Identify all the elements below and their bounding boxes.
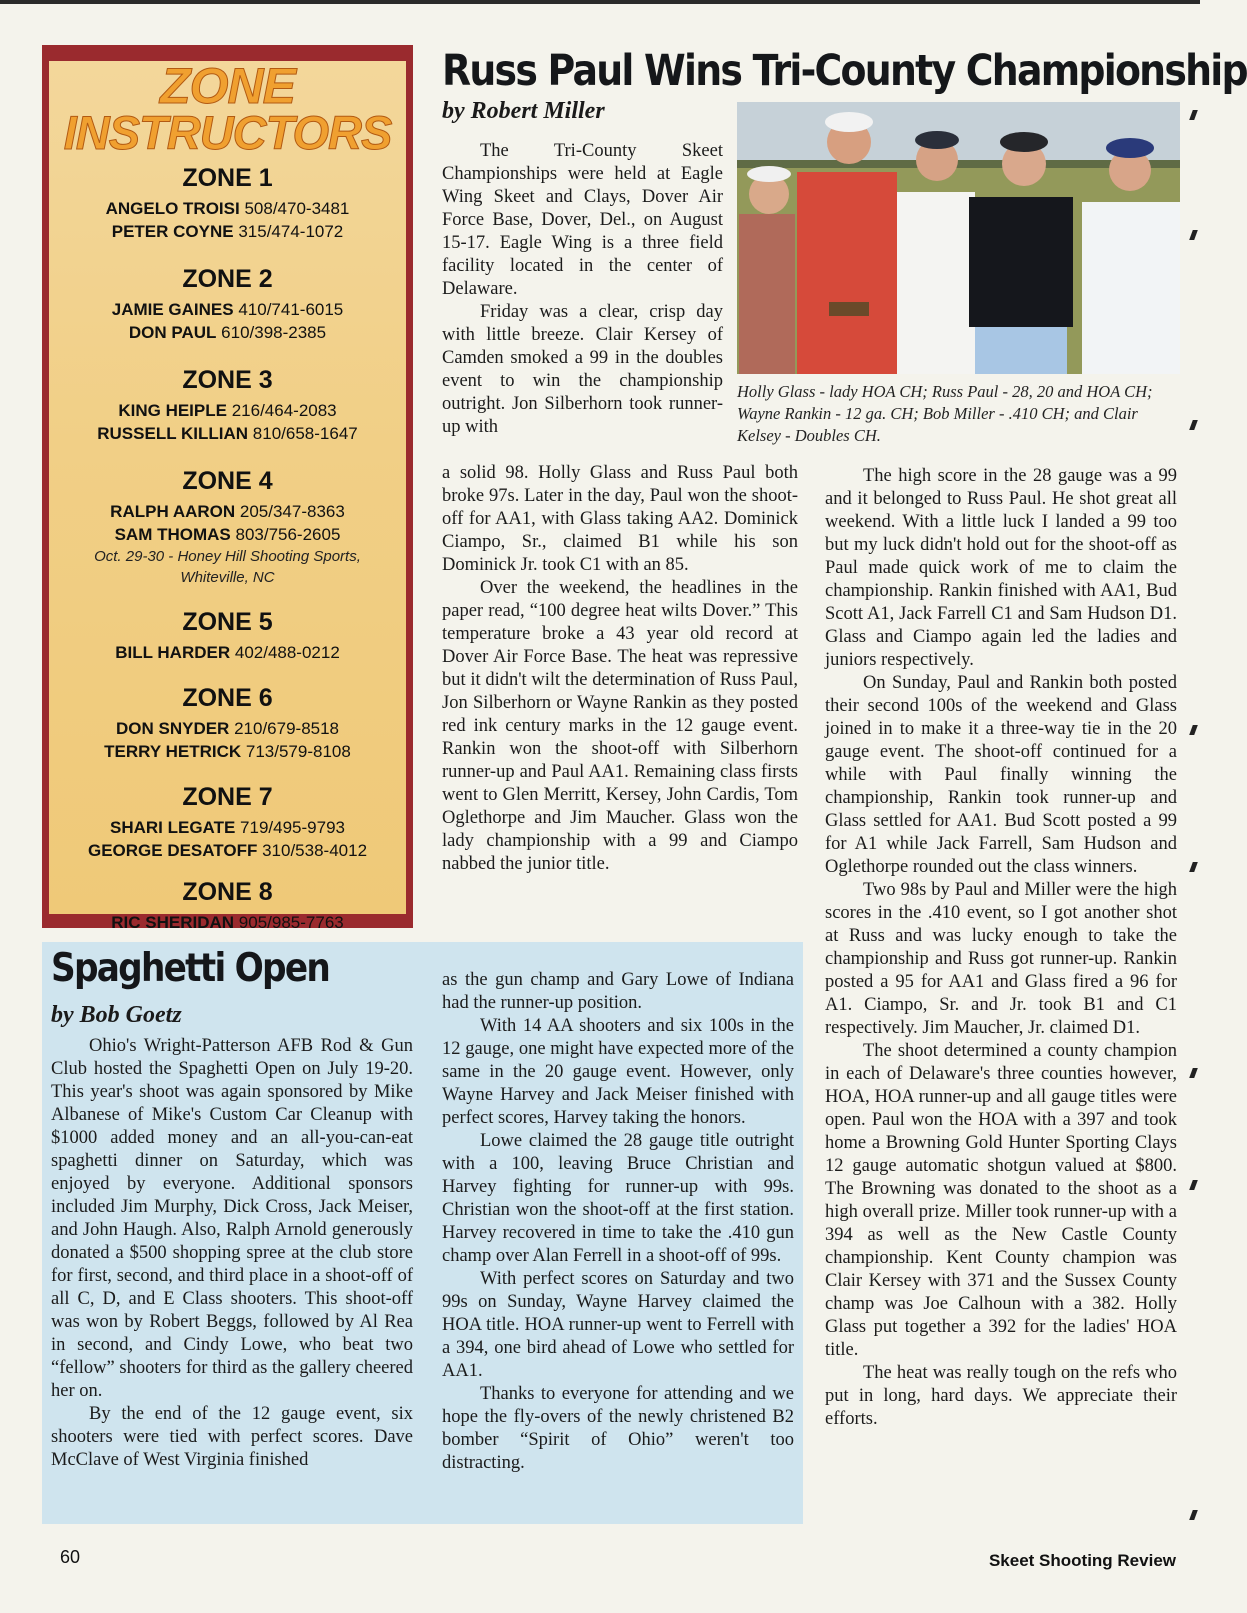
instructor-name: SAM THOMAS xyxy=(114,525,231,544)
article-paragraph: Two 98s by Paul and Miller were the high scores in the .410 event, so I got another shot at Russ and was lucky enough to take the championship and Russ got runner-up. Rankin posted a 95 for AA1 and Glass fired a 96 for A1. Ciampo, Sr. and Jr. took B1 and C1 respectively. Jim Maucher, Jr. claimed D1. xyxy=(825,880,1177,1038)
article-byline: by Bob Goetz xyxy=(51,1002,182,1028)
instructor-name: BILL HARDER xyxy=(115,643,231,662)
instructor-phone: 713/579-8108 xyxy=(245,742,351,761)
article-paragraph: Ohio's Wright-Patterson AFB Rod & Gun Club hosted the Spaghetti Open on July 19-20. This year's shoot was again sponsored by Mike Albanese of Mike's Custom Car Cleanup with $1000 added money and an all-you-can-eat spaghetti dinner on Saturday, which was enjoyed by everyone. Additional sponsors included Jim Murphy, Dick Cross, Jack Meiser, and John Haugh. Also, Ralph Arnold generously donated a $500 shopping spree at the club store for first, second, and third place in a shoot-off of all C, D, and E Class shooters. This shoot-off was won by Robert Beggs, followed by Al Rea in second, and Cindy Lowe, who beat two “fellow” shooters for third as the gallery cheered her on. xyxy=(51,1036,413,1401)
zone-label: ZONE 3 xyxy=(182,366,273,394)
photo-caption: Holly Glass - lady HOA CH; Russ Paul - 28, 20 and HOA CH; Wayne Rankin - 12 ga. CH; Bob Miller - .410 CH; and Clair Kelsey - Doubles CH. xyxy=(737,382,1153,445)
zone-7 xyxy=(49,783,406,862)
instructor-name: KING HEIPLE xyxy=(118,401,227,420)
instructor-entry xyxy=(49,816,406,839)
instructor-entry xyxy=(49,321,406,344)
instructor-phone: 905/985-7763 xyxy=(238,913,344,932)
article2-column-1 xyxy=(51,1035,413,1472)
article-byline: by Robert Miller xyxy=(442,98,605,124)
article-paragraph: The high score in the 28 gauge was a 99 and it belonged to Russ Paul. He shot great all weekend. With a little luck I landed a 99 too but my luck didn't hold out for the shoot-off as Paul made quick work of me to claim the championship. Rankin finished with AA1, Bud Scott A1, Jack Farrell C1 and Sam Hudson D1. Glass and Ciampo again led the ladies and juniors respectively. xyxy=(825,466,1177,670)
instructor-entry xyxy=(49,298,406,321)
instructor-phone: 210/679-8518 xyxy=(234,719,340,738)
article1-column-2 xyxy=(825,465,1177,1431)
scan-edge-mark xyxy=(1189,1068,1198,1078)
instructor-phone: 205/347-8363 xyxy=(239,502,345,521)
article-paragraph: With 14 AA shooters and six 100s in the 12 gauge, one might have expected more of the same in the 20 gauge event. However, only Wayne Harvey and Jack Meiser finished with perfect scores, Harvey taking the honors. xyxy=(442,1016,794,1128)
article-headline: Russ Paul Wins Tri-County Championship xyxy=(442,46,1247,96)
scan-edge-mark xyxy=(1189,1510,1198,1520)
instructor-name: RIC SHERIDAN xyxy=(111,913,235,932)
zone-label: ZONE 8 xyxy=(182,878,273,906)
instructor-entry xyxy=(49,740,406,763)
instructor-phone: 216/464-2083 xyxy=(231,401,337,420)
zone-label: ZONE 7 xyxy=(182,783,273,811)
instructor-entry xyxy=(49,717,406,740)
article1-column-1-continued xyxy=(442,462,798,876)
instructor-name: PETER COYNE xyxy=(111,222,234,241)
zone-4 xyxy=(49,467,406,588)
instructor-phone: 719/495-9793 xyxy=(240,818,345,837)
zone-label: ZONE 5 xyxy=(182,608,273,636)
group-photo xyxy=(737,102,1180,374)
scan-edge-mark xyxy=(1189,862,1198,872)
scan-edge-mark xyxy=(1189,230,1198,240)
instructor-name: SHARI LEGATE xyxy=(110,818,236,837)
instructor-entry xyxy=(49,500,406,523)
article2-column-2 xyxy=(442,969,794,1475)
instructor-name: ANGELO TROISI xyxy=(105,199,240,218)
scan-edge-mark xyxy=(1189,725,1198,735)
article-paragraph: The heat was really tough on the refs who put in long, hard days. We appreciate their efforts. xyxy=(825,1363,1177,1429)
zone-event-note: Oct. 29-30 - Honey Hill Shooting Sports, xyxy=(94,548,361,565)
zone-instructors-title xyxy=(49,58,406,159)
instructor-name: TERRY HETRICK xyxy=(104,742,242,761)
instructor-name: RUSSELL KILLIAN xyxy=(97,424,249,443)
instructor-phone: 803/756-2605 xyxy=(235,525,341,544)
instructor-entry xyxy=(49,839,406,862)
article1-column-1 xyxy=(442,140,723,439)
instructor-entry xyxy=(49,399,406,422)
instructor-entry xyxy=(49,641,406,664)
instructor-phone: 410/741-6015 xyxy=(238,300,344,319)
zone-8 xyxy=(49,878,406,934)
instructor-phone: 402/488-0212 xyxy=(234,643,340,662)
zone-label: ZONE 2 xyxy=(182,265,273,293)
page-number: 60 xyxy=(60,1547,81,1567)
magazine-name: Skeet Shooting Review xyxy=(988,1551,1176,1570)
zone-title-line1: ZONE xyxy=(160,58,295,114)
article-paragraph: Friday was a clear, crisp day with little breeze. Clair Kersey of Camden smoked a 99 in the doubles event to win the championship outright. Jon Silberhorn took runner-up with xyxy=(442,302,723,437)
article-paragraph: Thanks to everyone for attending and we hope the fly-overs of the newly christened B2 bomber “Spirit of Ohio” weren't too distracting. xyxy=(442,1384,794,1473)
zone-title-line2: INSTRUCTORS xyxy=(63,106,392,159)
zone-2 xyxy=(49,265,406,344)
instructor-entry xyxy=(49,220,406,243)
zone-1 xyxy=(49,164,406,243)
instructor-name: DON PAUL xyxy=(128,323,217,342)
article-paragraph: Over the weekend, the headlines in the paper read, “100 degree heat wilts Dover.” This temperature broke a 43 year old record at Dover Air Force Base. The heat was repressive but it didn't wilt the determination of Russ Paul, Jon Silberhorn or Wayne Rankin as they posted red ink century marks in the 12 gauge event. Rankin won the shoot-off with Silberhorn runner-up and Paul AA1. Remaining class firsts went to Glen Merritt, Kersey, John Cardis, Tom Oglethorpe and Jim Maucher. Glass won the lady championship with a 99 and Ciampo nabbed the junior title. xyxy=(442,578,798,874)
zone-6 xyxy=(49,684,406,763)
zone-instructors-panel xyxy=(49,58,406,932)
article-headline: Spaghetti Open xyxy=(51,946,330,991)
article-paragraph: Lowe claimed the 28 gauge title outright with a 100, leaving Bruce Christian and Harvey fighting for runner-up with 99s. Christian won the shoot-off at the first station. Harvey recovered in time to take the .410 gun champ over Alan Ferrell in a shoot-off of 99s. xyxy=(442,1131,794,1266)
instructor-phone: 610/398-2385 xyxy=(221,323,327,342)
instructor-phone: 315/474-1072 xyxy=(238,222,344,241)
instructor-phone: 508/470-3481 xyxy=(244,199,350,218)
instructor-entry xyxy=(49,197,406,220)
group-photo-illustration xyxy=(737,102,1180,374)
instructor-phone: 810/658-1647 xyxy=(252,424,358,443)
article-paragraph: as the gun champ and Gary Lowe of Indiana had the runner-up position. xyxy=(442,970,794,1013)
instructor-entry xyxy=(49,422,406,445)
instructor-name: JAMIE GAINES xyxy=(111,300,234,319)
article-paragraph: a solid 98. Holly Glass and Russ Paul both broke 97s. Later in the day, Paul won the shoot-off for AA1, with Glass taking AA2. Dominick Ciampo, Sr., claimed B1 while his son Dominick Jr. took C1 with an 85. xyxy=(442,463,798,575)
article-paragraph: On Sunday, Paul and Rankin both posted their second 100s of the weekend and Glass joined in to make it a three-way tie in the 20 gauge event. The shoot-off continued for a while with Paul finally winning the championship, Rankin took runner-up and Glass settled for AA1. Bud Scott posted a 99 for A1 while Jack Farrell, Sam Hudson and Oglethorpe rounded out the class winners. xyxy=(825,673,1177,877)
instructor-entry xyxy=(49,911,406,934)
zone-3 xyxy=(49,366,406,445)
instructor-entry xyxy=(49,523,406,546)
zone-5 xyxy=(49,608,406,664)
instructor-name: RALPH AARON xyxy=(110,502,236,521)
zone-event-location: Whiteville, NC xyxy=(180,569,275,586)
article-paragraph: The shoot determined a county champion in each of Delaware's three counties however, HOA, HOA runner-up and all gauge titles were open. Paul won the HOA with a 397 and took home a Browning Gold Hunter Sporting Clays 12 gauge automatic shotgun valued at $800. The Browning was donated to the shoot as a high overall prize. Miller took runner-up with a 394 as well as the New Castle County championship. Kent County champion was Clair Kersey with 371 and the Sussex County champ was Joe Calhoun with a 382. Holly Glass put together a 392 for the ladies' HOA title. xyxy=(825,1041,1177,1360)
scan-edge-mark xyxy=(1189,1180,1198,1190)
instructor-phone: 310/538-4012 xyxy=(262,841,368,860)
zone-label: ZONE 4 xyxy=(182,467,273,495)
zone-instructors-box xyxy=(42,45,413,932)
article-paragraph: With perfect scores on Saturday and two 99s on Sunday, Wayne Harvey claimed the HOA title. HOA runner-up went to Ferrell with a 394, one bird ahead of Lowe who settled for AA1. xyxy=(442,1269,794,1381)
scan-edge-mark xyxy=(1189,110,1198,120)
article-paragraph: By the end of the 12 gauge event, six shooters were tied with perfect scores. Dave McClave of West Virginia finished xyxy=(51,1404,413,1470)
zone-label: ZONE 6 xyxy=(182,684,273,712)
scan-edge-mark xyxy=(1189,420,1198,430)
article-paragraph: The Tri-County Skeet Championships were held at Eagle Wing Skeet and Clays, Dover Air Force Base, Dover, Del., on August 15-17. Eagle Wing is a three field facility located in the center of Delaware. xyxy=(442,141,723,299)
top-rule xyxy=(0,0,1200,4)
instructor-name: DON SNYDER xyxy=(115,719,230,738)
zone-label: ZONE 1 xyxy=(182,164,273,192)
instructor-name: GEORGE DESATOFF xyxy=(87,841,258,860)
